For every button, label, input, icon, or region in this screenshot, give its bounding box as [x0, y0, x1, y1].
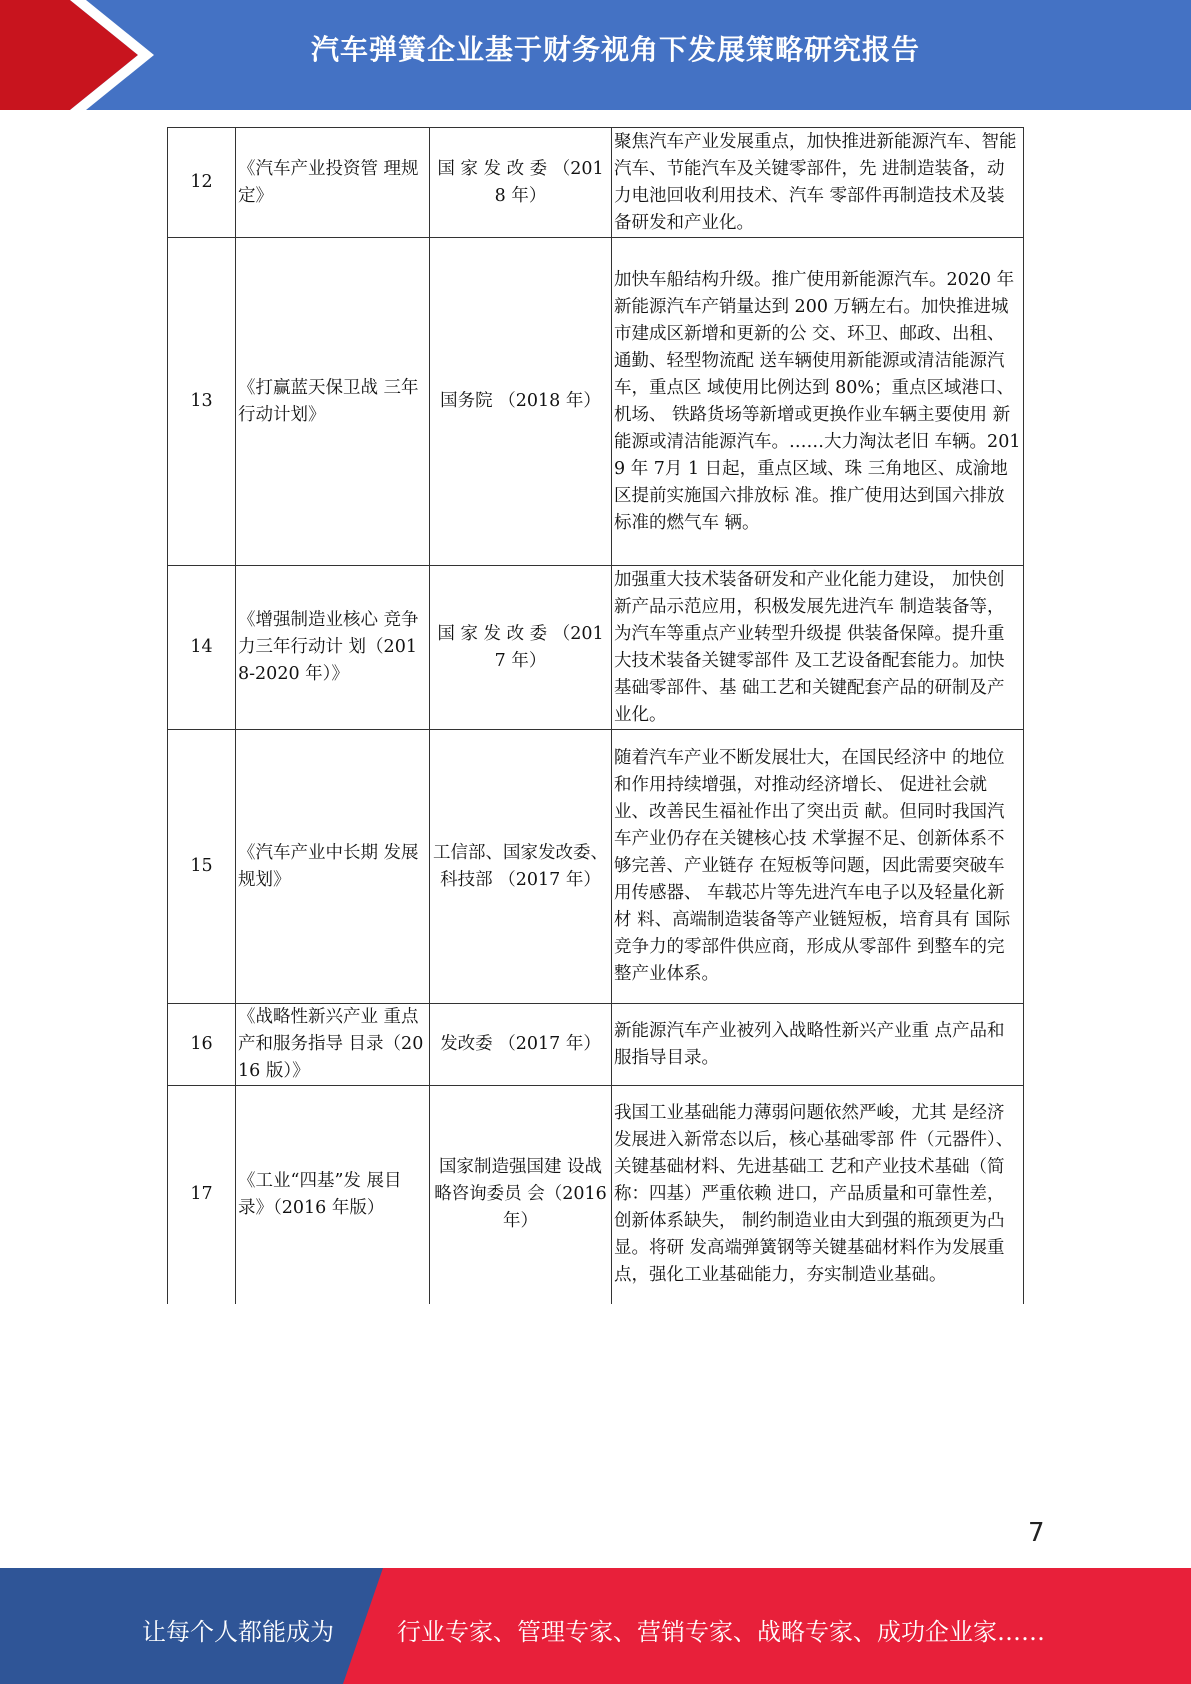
policy-issuer: 国 家 发 改 委 （2017 年）	[430, 566, 612, 730]
policy-name: 《打赢蓝天保卫战 三年行动计划》	[236, 238, 430, 566]
page-footer	[0, 1568, 1191, 1684]
policy-content: 加快车船结构升级。推广使用新能源汽车。2020 年新能源汽车产销量达到 200 万辆左右。加快推进城市建成区新增和更新的公 交、环卫、邮政、出租、通勤、轻型物流配 送车辆使用新能源或清洁能源汽车，重点区 域使用比例达到 80%；重点区域港口、机场、 铁路货场等新增或更换作业车辆主要使用 新能源或清洁能源汽车。……大力淘汰老旧 车辆。2019 年 7月 1 日起，重点区域、珠 三角地区、成渝地区提前实施国六排放标 准。推广使用达到国六排放标准的燃气车 辆。	[612, 238, 1024, 566]
row-number: 15	[168, 730, 236, 1004]
policy-name: 《工业“四基”发 展目录》（2016 年版）	[236, 1086, 430, 1304]
table-row	[168, 238, 1024, 566]
policy-name: 《战略性新兴产业 重点产和服务指导 目录（2016 版）》	[236, 1004, 430, 1086]
table-row	[168, 1086, 1024, 1304]
page-header	[0, 0, 1191, 110]
table-row	[168, 730, 1024, 1004]
policy-content: 随着汽车产业不断发展壮大，在国民经济中 的地位和作用持续增强，对推动经济增长、 促进社会就业、改善民生福祉作出了突出贡 献。但同时我国汽车产业仍存在关键核心技 术掌握不足、创新体系不够完善、产业链存 在短板等问题，因此需要突破车用传感器、 车载芯片等先进汽车电子以及轻量化新材 料、高端制造装备等产业链短板，培育具有 国际竞争力的零部件供应商，形成从零部件 到整车的完整产业体系。	[612, 730, 1024, 1004]
row-number: 17	[168, 1086, 236, 1304]
policy-name: 《汽车产业中长期 发展规划》	[236, 730, 430, 1004]
policy-name: 《增强制造业核心 竞争力三年行动计 划（2018-2020 年）》	[236, 566, 430, 730]
policy-table	[167, 127, 1024, 1304]
policy-name: 《汽车产业投资管 理规定》	[236, 128, 430, 238]
policy-issuer: 国家制造强国建 设战略咨询委员 会（2016 年）	[430, 1086, 612, 1304]
slogan-right: 行业专家、管理专家、营销专家、战略专家、成功企业家……	[397, 1618, 1045, 1646]
table-row	[168, 566, 1024, 730]
policy-content: 加强重大技术装备研发和产业化能力建设， 加快创新产品示范应用，积极发展先进汽车 制造装备等，为汽车等重点产业转型升级提 供装备保障。提升重大技术装备关键零部件 及工艺设备配套能力。加快基础零部件、基 础工艺和关键配套产品的研制及产业化。	[612, 566, 1024, 730]
policy-content: 聚焦汽车产业发展重点，加快推进新能源汽车、智能汽车、节能汽车及关键零部件，先 进制造装备，动力电池回收利用技术、汽车 零部件再制造技术及装备研发和产业化。	[612, 128, 1024, 238]
policy-content: 新能源汽车产业被列入战略性新兴产业重 点产品和服指导目录。	[612, 1004, 1024, 1086]
policy-issuer: 工信部、国家发改委、科技部 （2017 年）	[430, 730, 612, 1004]
report-title: 汽车弹簧企业基于财务视角下发展策略研究报告	[310, 33, 920, 66]
policy-issuer: 国务院 （2018 年）	[430, 238, 612, 566]
page-number: 7	[1028, 1518, 1045, 1548]
slogan-left: 让每个人都能成为	[142, 1618, 334, 1646]
table-row	[168, 128, 1024, 238]
policy-issuer: 国 家 发 改 委 （2018 年）	[430, 128, 612, 238]
row-number: 16	[168, 1004, 236, 1086]
table-row	[168, 1004, 1024, 1086]
row-number: 12	[168, 128, 236, 238]
row-number: 13	[168, 238, 236, 566]
policy-issuer: 发改委 （2017 年）	[430, 1004, 612, 1086]
row-number: 14	[168, 566, 236, 730]
policy-content: 我国工业基础能力薄弱问题依然严峻，尤其 是经济发展进入新常态以后，核心基础零部 件（元器件）、关键基础材料、先进基础工 艺和产业技术基础（简称：四基）严重依赖 进口，产品质量和可靠性差，创新体系缺失， 制约制造业由大到强的瓶颈更为凸显。将研 发高端弹簧钢等关键基础材料作为发展重 点，强化工业基础能力，夯实制造业基础。	[612, 1086, 1024, 1304]
